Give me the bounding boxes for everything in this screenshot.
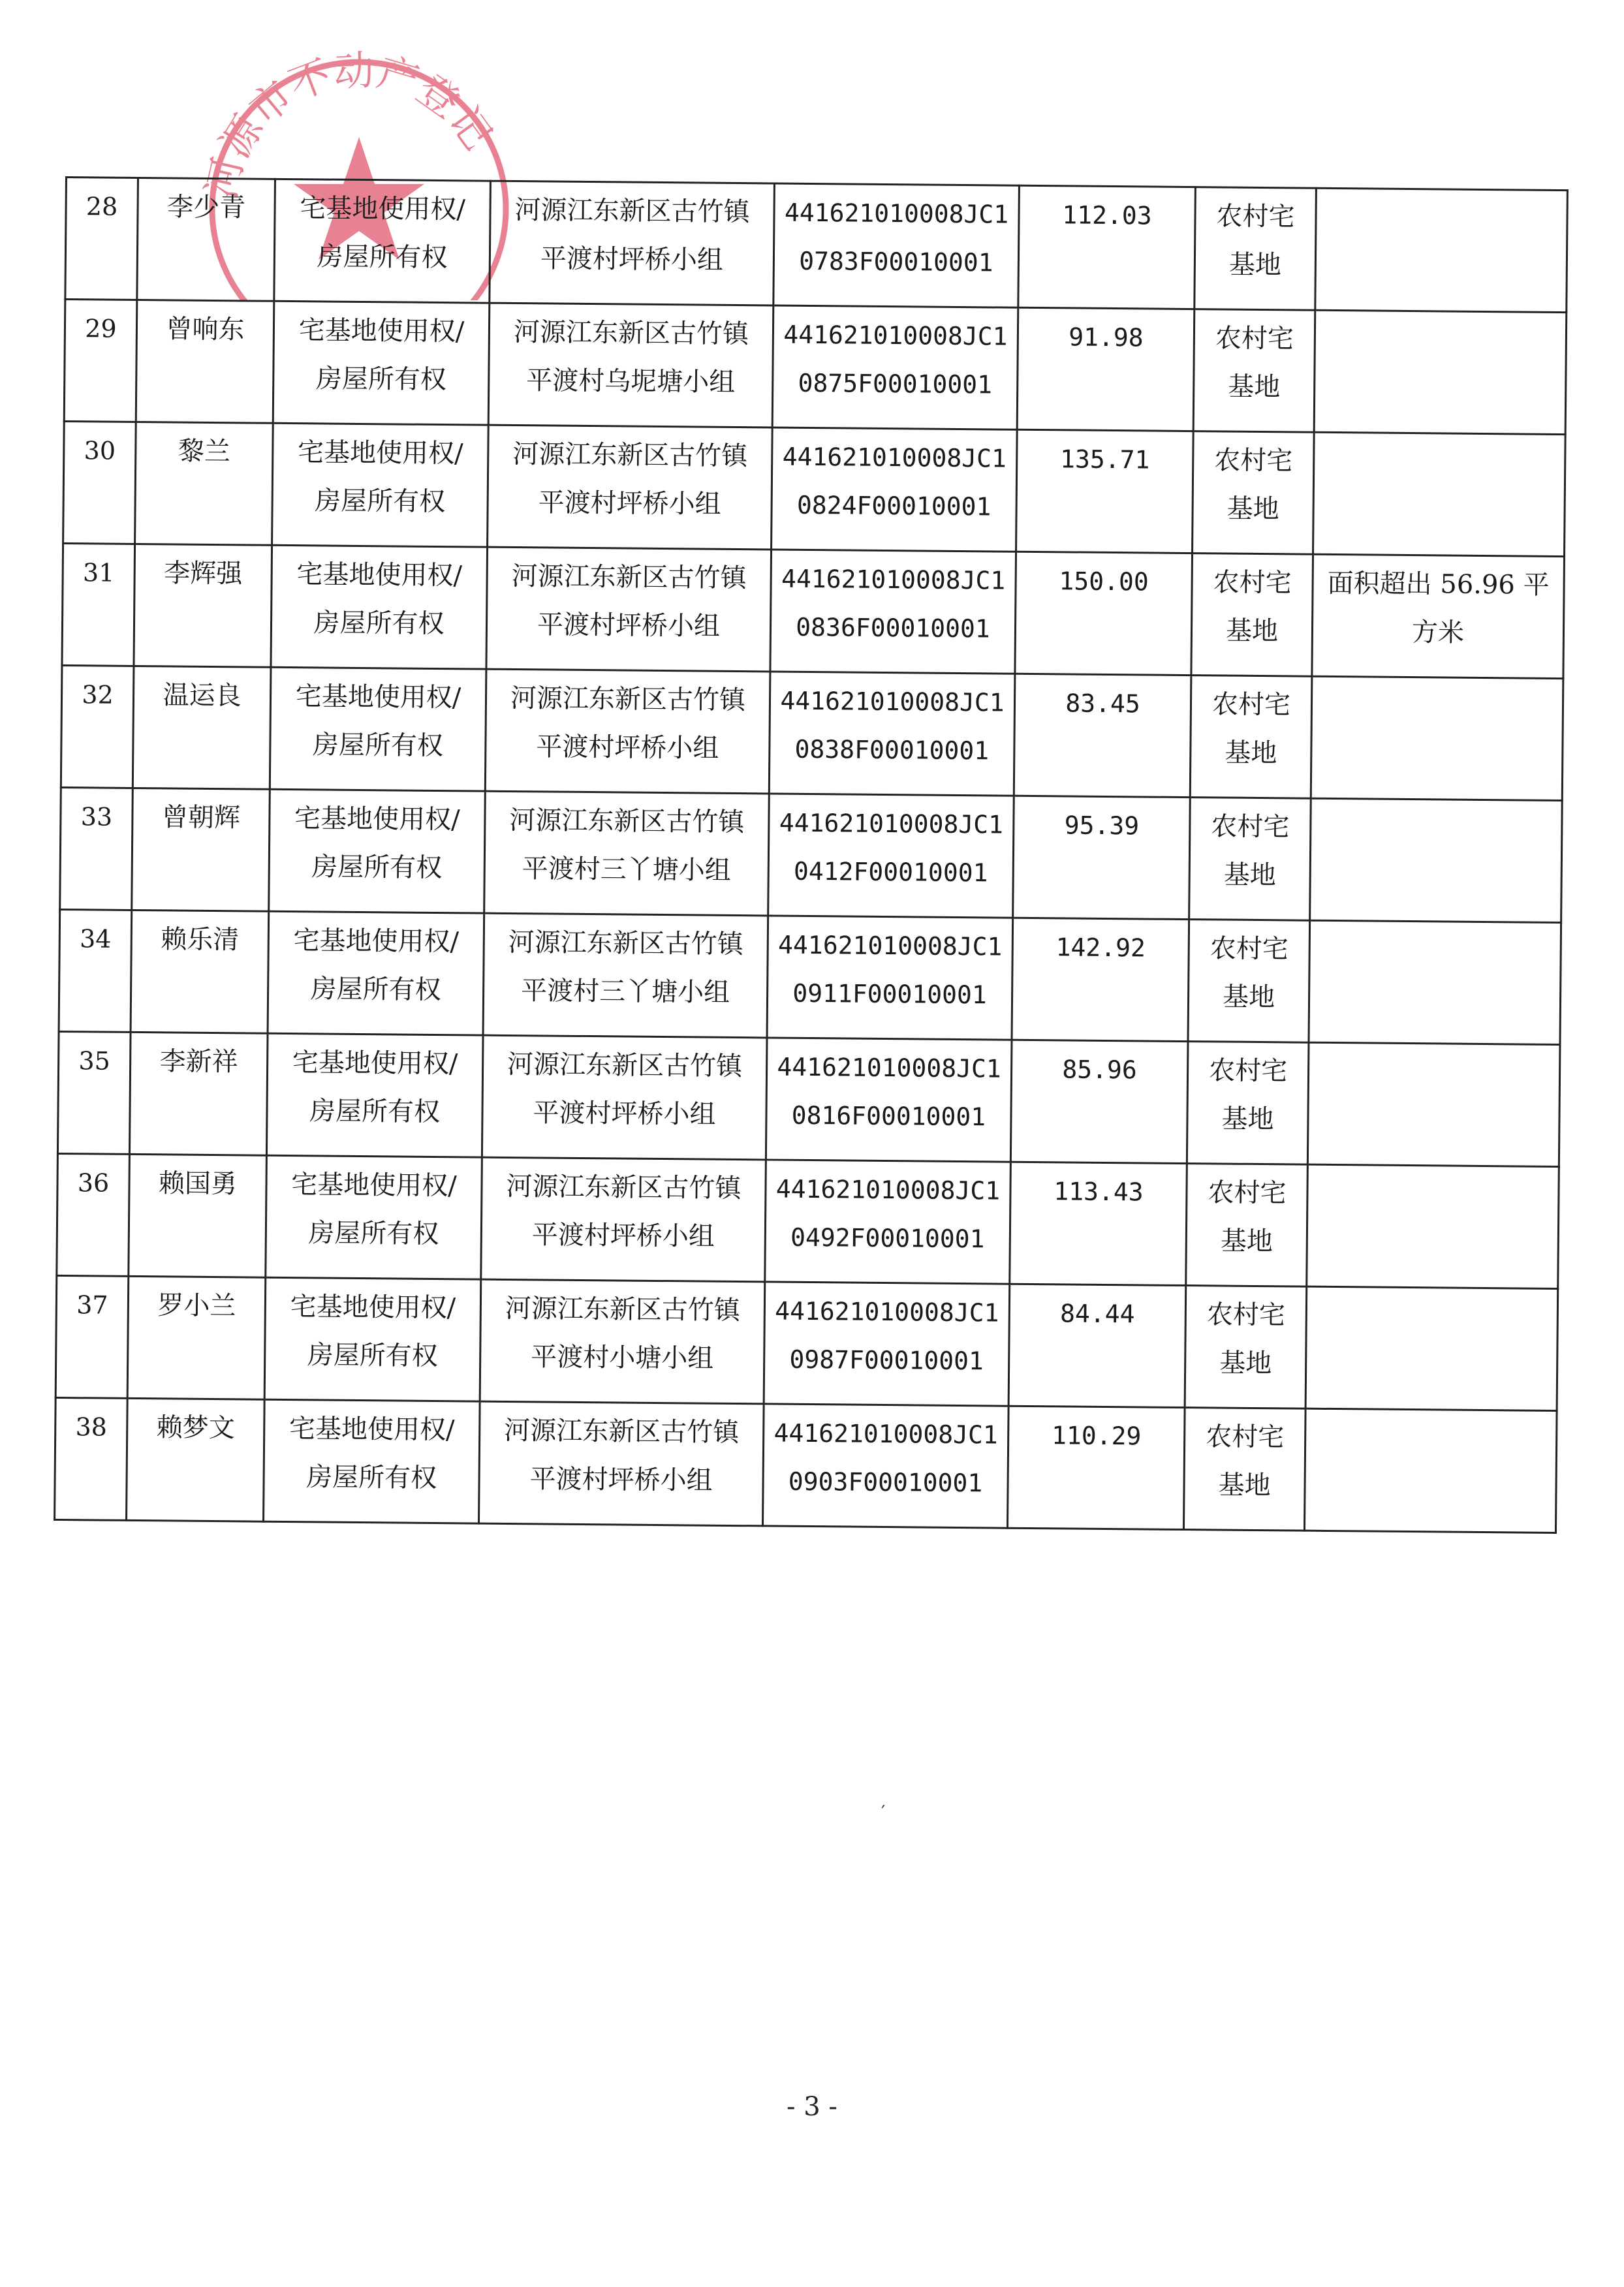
land-use-line: 基地: [1225, 738, 1277, 769]
unit-code-line: 441621010008JC1: [780, 686, 1005, 717]
right-type-line: 宅基地使用权/: [300, 193, 466, 225]
location-cell: [490, 181, 775, 305]
land-use-line: 基地: [1225, 615, 1279, 647]
area-value-cell: [1014, 674, 1191, 797]
table-row: [59, 909, 1561, 1044]
unit-code-line: 0911F00010001: [792, 978, 988, 1010]
row-number-cell: [62, 543, 135, 666]
land-use-cell: [1188, 920, 1310, 1043]
table-row: [61, 665, 1563, 800]
unit-code-line: 441621010008JC1: [783, 320, 1008, 351]
location-cell: [483, 913, 768, 1038]
area-value-cell: [1012, 918, 1189, 1041]
land-use-cell: [1183, 1408, 1305, 1531]
unit-code-line: 441621010008JC1: [784, 198, 1009, 229]
remark-cell: [1315, 188, 1568, 312]
right-type-cell: [274, 179, 491, 303]
location-line: 河源江东新区古竹镇: [510, 683, 746, 716]
right-type-line: 宅基地使用权/: [298, 315, 465, 347]
location-line: 平渡村坪桥小组: [537, 610, 721, 642]
unit-code-cell: [765, 1160, 1011, 1284]
row-number-cell: [61, 665, 134, 788]
land-use-line: 农村宅: [1208, 1177, 1287, 1209]
remark-cell: [1314, 310, 1567, 434]
owner-name: 曾朝辉: [161, 802, 241, 833]
land-use-line: 基地: [1221, 1104, 1274, 1135]
right-type-line: 宅基地使用权/: [294, 803, 460, 835]
land-use-line: 基地: [1223, 860, 1276, 891]
land-use-cell: [1191, 553, 1313, 677]
page-number: - 3 -: [787, 2092, 837, 2122]
land-use-line: 基地: [1228, 371, 1281, 403]
right-type-cell: [272, 423, 489, 547]
owner-name: 赖乐清: [161, 924, 240, 956]
table-body: [55, 178, 1568, 1533]
row-number-cell: [55, 1397, 128, 1520]
land-use-line: 基地: [1218, 1470, 1271, 1501]
remark-cell: [1304, 1408, 1557, 1532]
table-row: [64, 300, 1567, 435]
area-value: 113.43: [1054, 1177, 1144, 1207]
land-use-cell: [1186, 1164, 1308, 1287]
location-line: 河源江东新区古竹镇: [506, 1171, 742, 1204]
unit-code-cell: [762, 1404, 1008, 1528]
land-use-line: 基地: [1219, 1348, 1272, 1379]
land-use-cell: [1193, 309, 1315, 433]
land-use-line: 基地: [1220, 1226, 1273, 1257]
location-line: 河源江东新区古竹镇: [508, 927, 743, 960]
land-use-line: 基地: [1222, 982, 1275, 1013]
owner-name-cell: [127, 1398, 265, 1521]
remark-line: 面积超出 56.96 平: [1327, 568, 1550, 600]
unit-code-line: 441621010008JC1: [782, 442, 1007, 473]
table-row: [55, 1275, 1558, 1410]
location-line: 平渡村三丫塘小组: [522, 854, 731, 886]
row-number-cell: [57, 1153, 130, 1276]
location-line: 平渡村坪桥小组: [540, 243, 724, 275]
land-use-line: 基地: [1226, 493, 1279, 525]
owner-name: 曾响东: [166, 314, 245, 345]
location-line: 河源江东新区古竹镇: [505, 1293, 741, 1326]
location-line: 河源江东新区古竹镇: [509, 805, 745, 838]
row-number-cell: [60, 787, 133, 910]
table-row: [57, 1153, 1559, 1288]
owner-name-cell: [127, 1276, 266, 1399]
right-type-line: 宅基地使用权/: [289, 1414, 455, 1446]
right-type-line: 房屋所有权: [307, 1340, 438, 1372]
right-type-line: 宅基地使用权/: [295, 681, 461, 713]
owner-name-cell: [137, 178, 275, 301]
right-type-line: 宅基地使用权/: [291, 1170, 457, 1202]
owner-name-cell: [129, 1032, 268, 1155]
area-value-cell: [1018, 185, 1196, 309]
land-use-cell: [1185, 1286, 1307, 1409]
location-line: 河源江东新区古竹镇: [504, 1415, 740, 1448]
land-use-cell: [1190, 676, 1312, 799]
unit-code-cell: [770, 550, 1016, 674]
remark-cell: [1309, 920, 1561, 1044]
table-row: [55, 1397, 1557, 1532]
location-cell: [488, 303, 773, 428]
land-use-cell: [1195, 187, 1317, 311]
land-use-cell: [1193, 431, 1315, 555]
row-number-cell: [59, 909, 132, 1032]
area-value: 112.03: [1062, 200, 1152, 230]
land-use-line: 农村宅: [1208, 1055, 1288, 1087]
row-number: 34: [79, 924, 112, 954]
land-use-line: 农村宅: [1211, 811, 1290, 843]
table-row: [65, 178, 1568, 313]
area-value-cell: [1010, 1040, 1188, 1163]
unit-code-line: 441621010008JC1: [775, 1174, 1001, 1206]
location-cell: [488, 425, 773, 550]
right-type-line: 宅基地使用权/: [296, 559, 463, 591]
unit-code-line: 0824F00010001: [796, 490, 992, 521]
table-row: [57, 1031, 1560, 1166]
land-use-line: 农村宅: [1206, 1299, 1286, 1331]
land-use-line: 农村宅: [1216, 201, 1295, 232]
unit-code-cell: [772, 305, 1018, 429]
owner-name-cell: [134, 544, 272, 667]
right-type-line: 房屋所有权: [315, 364, 446, 396]
records-table-wrapper: [54, 176, 1567, 1534]
unit-code-cell: [772, 428, 1018, 552]
right-type-line: 宅基地使用权/: [292, 1048, 458, 1080]
remark-cell: [1307, 1042, 1560, 1166]
row-number: 28: [86, 192, 118, 221]
row-number: 32: [82, 680, 114, 709]
location-line: 河源江东新区古竹镇: [512, 439, 748, 472]
seal-text: 河源市不动产登记: [196, 46, 502, 204]
area-value: 150.00: [1059, 567, 1149, 597]
row-number: 31: [82, 558, 115, 587]
remark-cell: [1313, 432, 1566, 556]
location-line: 平渡村坪桥小组: [529, 1464, 713, 1496]
unit-code-line: 0412F00010001: [793, 856, 988, 888]
row-number: 33: [80, 802, 113, 832]
right-type-cell: [266, 1033, 483, 1157]
location-cell: [479, 1401, 764, 1526]
location-line: 平渡村三丫塘小组: [520, 976, 730, 1008]
right-type-line: 房屋所有权: [313, 608, 445, 640]
right-type-line: 房屋所有权: [317, 241, 448, 273]
unit-code-line: 441621010008JC1: [777, 930, 1003, 961]
unit-code-cell: [773, 183, 1020, 307]
area-value-cell: [1008, 1284, 1186, 1407]
owner-name: 罗小兰: [157, 1290, 236, 1322]
land-use-line: 农村宅: [1206, 1422, 1285, 1453]
unit-code-line: 441621010008JC1: [777, 1052, 1001, 1083]
right-type-line: 宅基地使用权/: [293, 926, 460, 957]
right-type-cell: [273, 301, 490, 425]
right-type-line: 房屋所有权: [310, 974, 441, 1006]
location-cell: [481, 1157, 766, 1282]
row-number: 30: [84, 436, 116, 465]
owner-name: 李少青: [166, 192, 246, 223]
owner-name-cell: [136, 300, 274, 423]
area-value: 135.71: [1059, 444, 1150, 475]
area-value-cell: [1007, 1406, 1185, 1529]
area-value: 84.44: [1059, 1299, 1135, 1329]
remark-cell: [1307, 1164, 1559, 1288]
row-number: 35: [78, 1046, 111, 1076]
location-line: 平渡村坪桥小组: [531, 1220, 715, 1252]
right-type-cell: [264, 1399, 480, 1523]
area-value: 110.29: [1051, 1421, 1142, 1451]
owner-name: 李新祥: [159, 1046, 238, 1078]
location-line: 河源江东新区古竹镇: [511, 561, 747, 594]
location-cell: [484, 791, 770, 916]
area-value-cell: [1016, 429, 1194, 553]
right-type-line: 房屋所有权: [308, 1218, 439, 1250]
area-value: 91.98: [1069, 322, 1144, 352]
location-line: 平渡村坪桥小组: [538, 488, 721, 520]
owner-name: 黎兰: [178, 436, 231, 467]
right-type-line: 房屋所有权: [305, 1462, 437, 1494]
unit-code-line: 441621010008JC1: [781, 564, 1006, 595]
unit-code-cell: [764, 1282, 1010, 1406]
right-type-cell: [270, 667, 486, 791]
area-value-cell: [1010, 1162, 1187, 1285]
right-type-line: 房屋所有权: [309, 1096, 441, 1128]
area-value-cell: [1017, 307, 1195, 431]
area-value-cell: [1013, 796, 1191, 919]
land-use-line: 基地: [1228, 249, 1282, 281]
unit-code-line: 0836F00010001: [796, 612, 990, 644]
area-value: 95.39: [1064, 811, 1140, 841]
land-use-line: 农村宅: [1211, 689, 1291, 721]
land-use-cell: [1187, 1042, 1309, 1165]
owner-name: 赖梦文: [156, 1412, 235, 1444]
unit-code-cell: [767, 916, 1013, 1040]
location-cell: [486, 547, 772, 672]
area-value: 85.96: [1062, 1055, 1137, 1085]
right-type-line: 宅基地使用权/: [290, 1292, 456, 1324]
unit-code-line: 441621010008JC1: [775, 1296, 999, 1328]
land-use-line: 农村宅: [1214, 445, 1293, 476]
row-number: 36: [77, 1168, 110, 1198]
location-line: 平渡村坪桥小组: [536, 732, 719, 764]
unit-code-line: 441621010008JC1: [773, 1418, 998, 1450]
location-line: 平渡村小塘小组: [531, 1342, 714, 1374]
right-type-line: 房屋所有权: [311, 852, 443, 884]
right-type-cell: [266, 1155, 482, 1279]
right-type-line: 宅基地使用权/: [297, 437, 463, 469]
owner-name-cell: [135, 422, 273, 545]
remark-cell: [1312, 554, 1565, 678]
row-number-cell: [64, 300, 137, 422]
land-use-cell: [1189, 798, 1311, 921]
right-type-cell: [269, 789, 486, 913]
area-value: 83.45: [1065, 689, 1140, 719]
land-use-line: 农村宅: [1213, 567, 1292, 599]
unit-code-line: 0987F00010001: [789, 1345, 984, 1376]
owner-name: 赖国勇: [158, 1168, 238, 1200]
location-line: 平渡村坪桥小组: [533, 1098, 716, 1130]
property-records-table: [54, 176, 1569, 1534]
right-type-cell: [264, 1277, 481, 1401]
row-number: 37: [76, 1290, 108, 1320]
unit-code-line: 0875F00010001: [798, 368, 993, 399]
land-use-line: 农村宅: [1210, 933, 1288, 965]
remark-cell: [1311, 676, 1563, 800]
remark-cell: [1310, 798, 1563, 922]
right-type-line: 房屋所有权: [312, 730, 444, 762]
row-number-cell: [57, 1031, 131, 1154]
table-row: [63, 421, 1566, 556]
unit-code-line: 0492F00010001: [790, 1222, 985, 1254]
location-cell: [482, 1035, 767, 1160]
owner-name: 温运良: [163, 680, 242, 711]
area-value: 142.92: [1055, 933, 1146, 963]
right-type-cell: [271, 545, 488, 669]
location-cell: [485, 669, 770, 794]
unit-code-cell: [769, 672, 1015, 796]
location-line: 河源江东新区古竹镇: [507, 1049, 743, 1082]
right-type-line: 房屋所有权: [314, 486, 446, 518]
row-number: 29: [85, 314, 117, 343]
row-number-cell: [63, 421, 136, 544]
area-value-cell: [1015, 552, 1193, 675]
unit-code-line: 441621010008JC1: [779, 808, 1004, 839]
table-row: [62, 543, 1565, 678]
unit-code-line: 0838F00010001: [794, 734, 990, 766]
right-type-cell: [268, 911, 484, 1035]
owner-name-cell: [133, 666, 271, 789]
location-line: 河源江东新区古竹镇: [514, 195, 750, 228]
unit-code-cell: [768, 794, 1014, 918]
owner-name-cell: [132, 788, 270, 911]
owner-name-cell: [131, 910, 269, 1033]
row-number-cell: [65, 178, 138, 300]
owner-name-cell: [129, 1154, 267, 1277]
remark-line: 方米: [1411, 617, 1465, 648]
owner-name: 李辉强: [163, 558, 243, 589]
location-line: 河源江东新区古竹镇: [513, 317, 749, 350]
row-number: 38: [75, 1412, 108, 1442]
remark-cell: [1305, 1286, 1558, 1410]
table-row: [60, 787, 1563, 922]
row-number-cell: [55, 1275, 129, 1398]
stray-mark: ′: [881, 1801, 886, 1823]
location-cell: [480, 1279, 765, 1404]
land-use-line: 农村宅: [1215, 323, 1294, 354]
unit-code-cell: [766, 1038, 1012, 1162]
unit-code-line: 0783F00010001: [798, 246, 993, 277]
unit-code-line: 0816F00010001: [791, 1100, 986, 1132]
unit-code-line: 0903F00010001: [788, 1467, 983, 1498]
location-line: 平渡村乌坭塘小组: [526, 366, 736, 397]
